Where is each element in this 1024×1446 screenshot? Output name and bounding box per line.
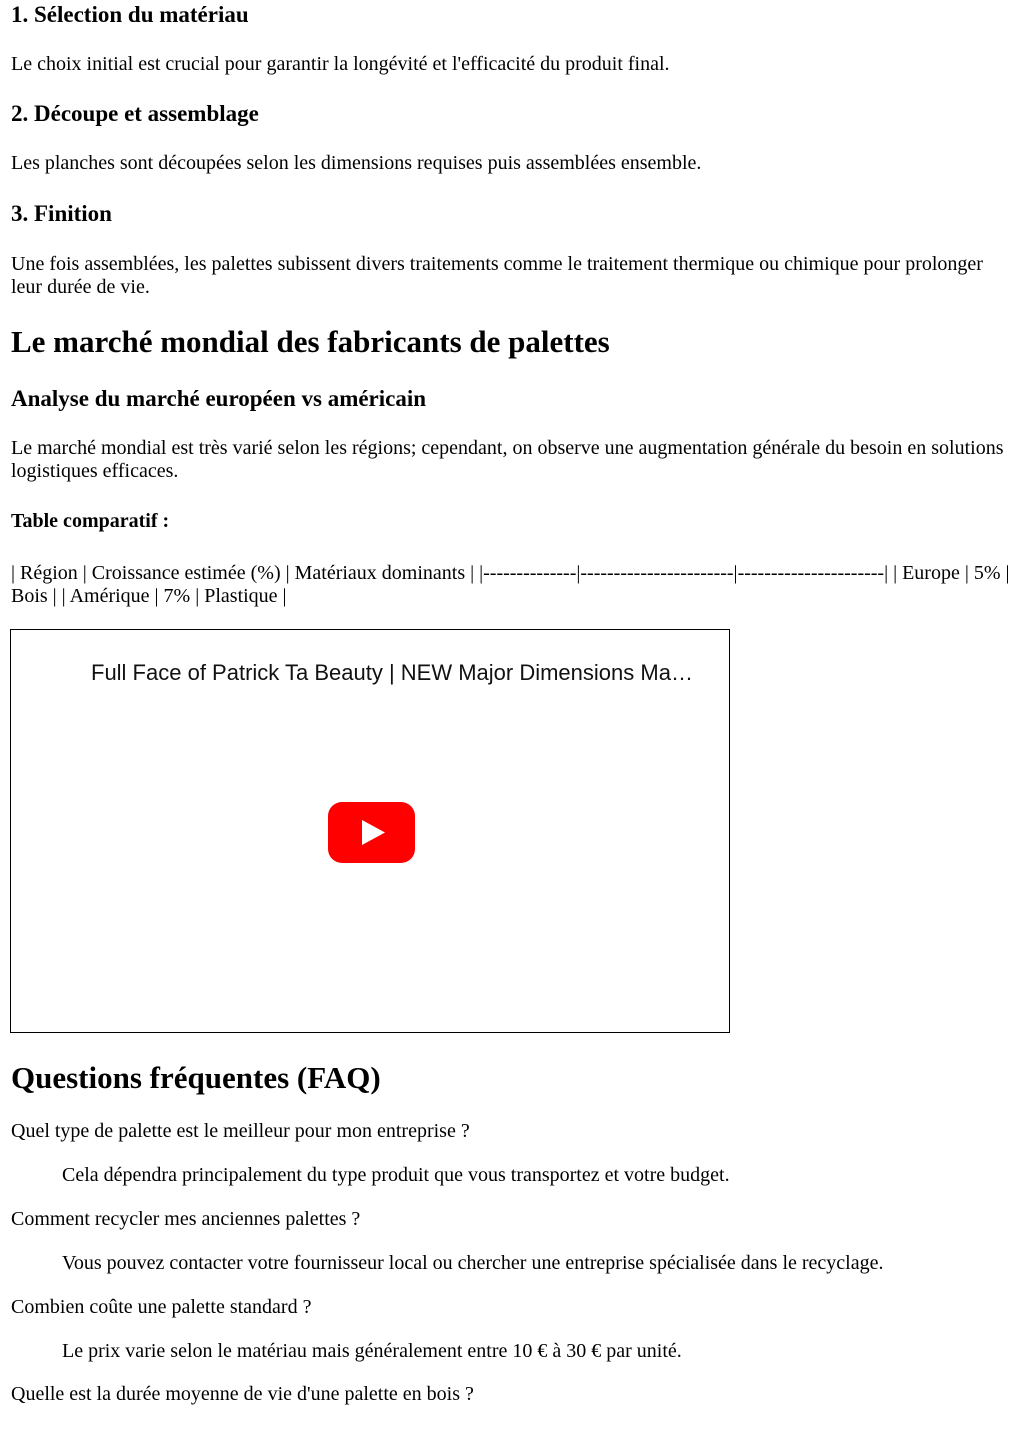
faq-answer: Vous pouvez contacter votre fournisseur local ou chercher une entreprise spécialisée dans le recyclage. (62, 1252, 884, 1274)
faq-heading: Questions fréquentes (FAQ) (11, 1060, 381, 1095)
market-subheading: Analyse du marché européen vs américain (11, 386, 427, 411)
step1-paragraph: Le choix initial est crucial pour garantir la longévité et l'efficacité du produit final. (11, 53, 670, 75)
table-markdown-text: | Région | Croissance estimée (%) | Matériaux dominants | |--------------|-----------------------|----------------------| | Europe | 5% | Bois | | Amérique | 7% | Plastique | (11, 562, 1010, 607)
faq-question: Quelle est la durée moyenne de vie d'une palette en bois ? (11, 1383, 474, 1405)
youtube-play-icon[interactable] (328, 802, 415, 863)
table-label: Table comparatif : (11, 510, 170, 532)
step3-heading: 3. Finition (11, 201, 112, 226)
faq-answer: Cela dépendra principalement du type produit que vous transportez et votre budget. (62, 1164, 730, 1186)
video-title[interactable]: Full Face of Patrick Ta Beauty | NEW Major Dimensions Ma… (91, 660, 693, 685)
step3-paragraph: Une fois assemblées, les palettes subissent divers traitements comme le traitement thermique ou chimique pour prolonger leur durée de vie. (11, 253, 983, 298)
step2-paragraph: Les planches sont découpées selon les dimensions requises puis assemblées ensemble. (11, 152, 702, 174)
market-paragraph: Le marché mondial est très varié selon les régions; cependant, on observe une augmentation générale du besoin en solutions logistiques efficaces. (11, 437, 1004, 482)
step1-heading: 1. Sélection du matériau (11, 2, 249, 27)
faq-answer: Le prix varie selon le matériau mais généralement entre 10 € à 30 € par unité. (62, 1340, 682, 1362)
video-embed[interactable] (10, 629, 730, 1033)
faq-question: Quel type de palette est le meilleur pour mon entreprise ? (11, 1120, 470, 1142)
faq-question: Comment recycler mes anciennes palettes ? (11, 1208, 361, 1230)
faq-question: Combien coûte une palette standard ? (11, 1296, 312, 1318)
market-heading: Le marché mondial des fabricants de palettes (11, 324, 610, 359)
step2-heading: 2. Découpe et assemblage (11, 101, 259, 126)
